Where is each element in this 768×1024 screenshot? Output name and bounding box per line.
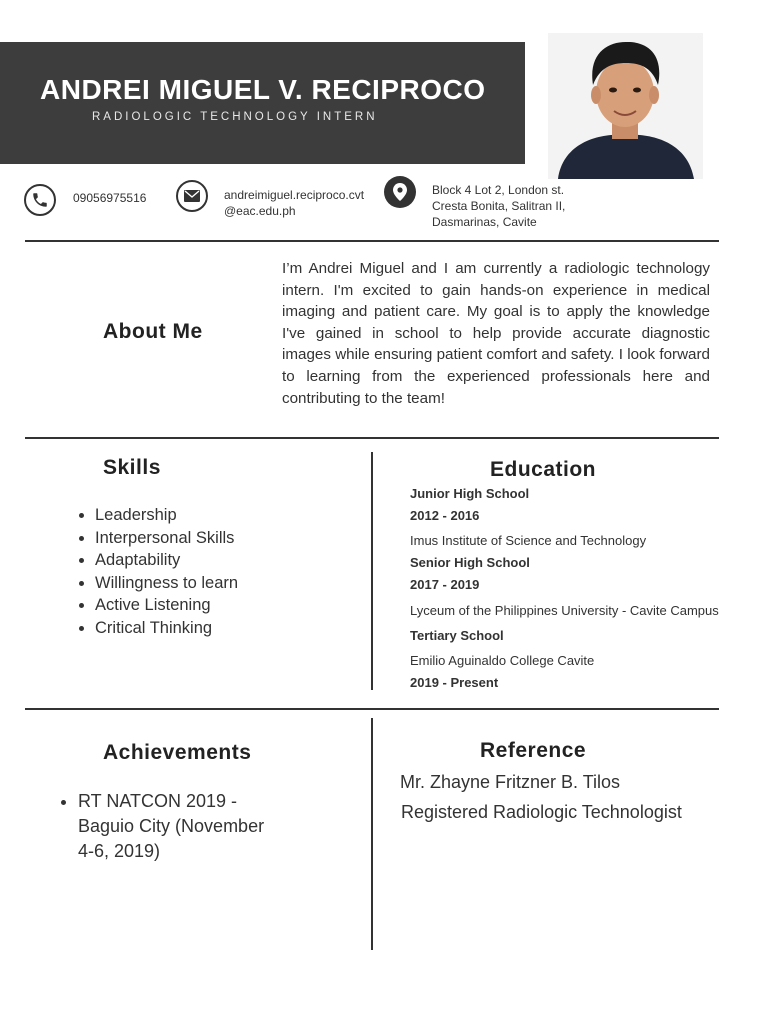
profile-photo <box>548 33 703 179</box>
phone-number: 09056975516 <box>73 191 147 205</box>
divider-top <box>25 240 719 242</box>
email-address <box>224 187 364 219</box>
applicant-role: RADIOLOGIC TECHNOLOGY INTERN <box>92 111 378 123</box>
shs-years: 2017 - 2019 <box>410 577 480 592</box>
email-line-1: andreimiguel.reciproco.cvt <box>224 188 365 202</box>
address-line-3: Dasmarinas, Cavite <box>432 215 537 229</box>
achievements-list <box>58 789 278 864</box>
achievement-item: • RT NATCON 2019 - Baguio City (November 4-6, 2019) <box>78 789 278 864</box>
tertiary-school: Emilio Aguinaldo College Cavite <box>410 653 595 668</box>
education-heading: Education <box>490 458 597 481</box>
shs-label: Senior High School <box>410 555 530 570</box>
about-heading: About Me <box>103 320 203 343</box>
jhs-years: 2012 - 2016 <box>410 508 480 523</box>
address-line-2: Cresta Bonita, Salitran II, <box>432 199 566 213</box>
location-pin-icon <box>384 176 416 208</box>
jhs-label: Junior High School <box>410 486 530 501</box>
tertiary-label: Tertiary School <box>410 628 504 643</box>
reference-title: Registered Radiologic Technologist <box>401 802 682 822</box>
skill-item: • Active Listening <box>95 594 238 617</box>
skills-heading: Skills <box>103 456 161 479</box>
tertiary-years: 2019 - Present <box>410 675 499 690</box>
reference-name: Mr. Zhayne Fritzner B. Tilos <box>400 772 621 792</box>
column-divider-upper <box>371 452 373 690</box>
column-divider-lower <box>371 718 373 950</box>
divider-middle <box>25 437 719 439</box>
address <box>432 182 565 230</box>
email-line-2: @eac.edu.ph <box>224 204 296 218</box>
skill-item: • Leadership <box>95 504 238 527</box>
skill-item: • Adaptability <box>95 549 238 572</box>
jhs-school: Imus Institute of Science and Technology <box>410 533 647 548</box>
skill-item: • Critical Thinking <box>95 617 238 640</box>
phone-icon <box>24 184 56 216</box>
skills-list <box>75 504 238 639</box>
shs-school: Lyceum of the Philippines University - Cavite Campus <box>410 603 719 618</box>
achievements-heading: Achievements <box>103 741 252 764</box>
skill-item: • Interpersonal Skills <box>95 527 238 550</box>
envelope-icon <box>176 180 208 212</box>
about-text: I’m Andrei Miguel and I am currently a radiologic technology intern. I'm excited to gain hands-on experience in medical imaging and patient care. My goal is to apply the knowledge I've gained in school to help provide accurate diagnostic images while ensuring patient comfort and safety. I look forward to learning from the experienced professionals here and contributing to the team! <box>282 260 710 407</box>
address-line-1: Block 4 Lot 2, London st. <box>432 183 565 197</box>
divider-bottom <box>25 708 719 710</box>
applicant-name: ANDREI MIGUEL V. RECIPROCO <box>40 74 486 105</box>
reference-heading: Reference <box>480 739 587 762</box>
skill-item: • Willingness to learn <box>95 572 238 595</box>
